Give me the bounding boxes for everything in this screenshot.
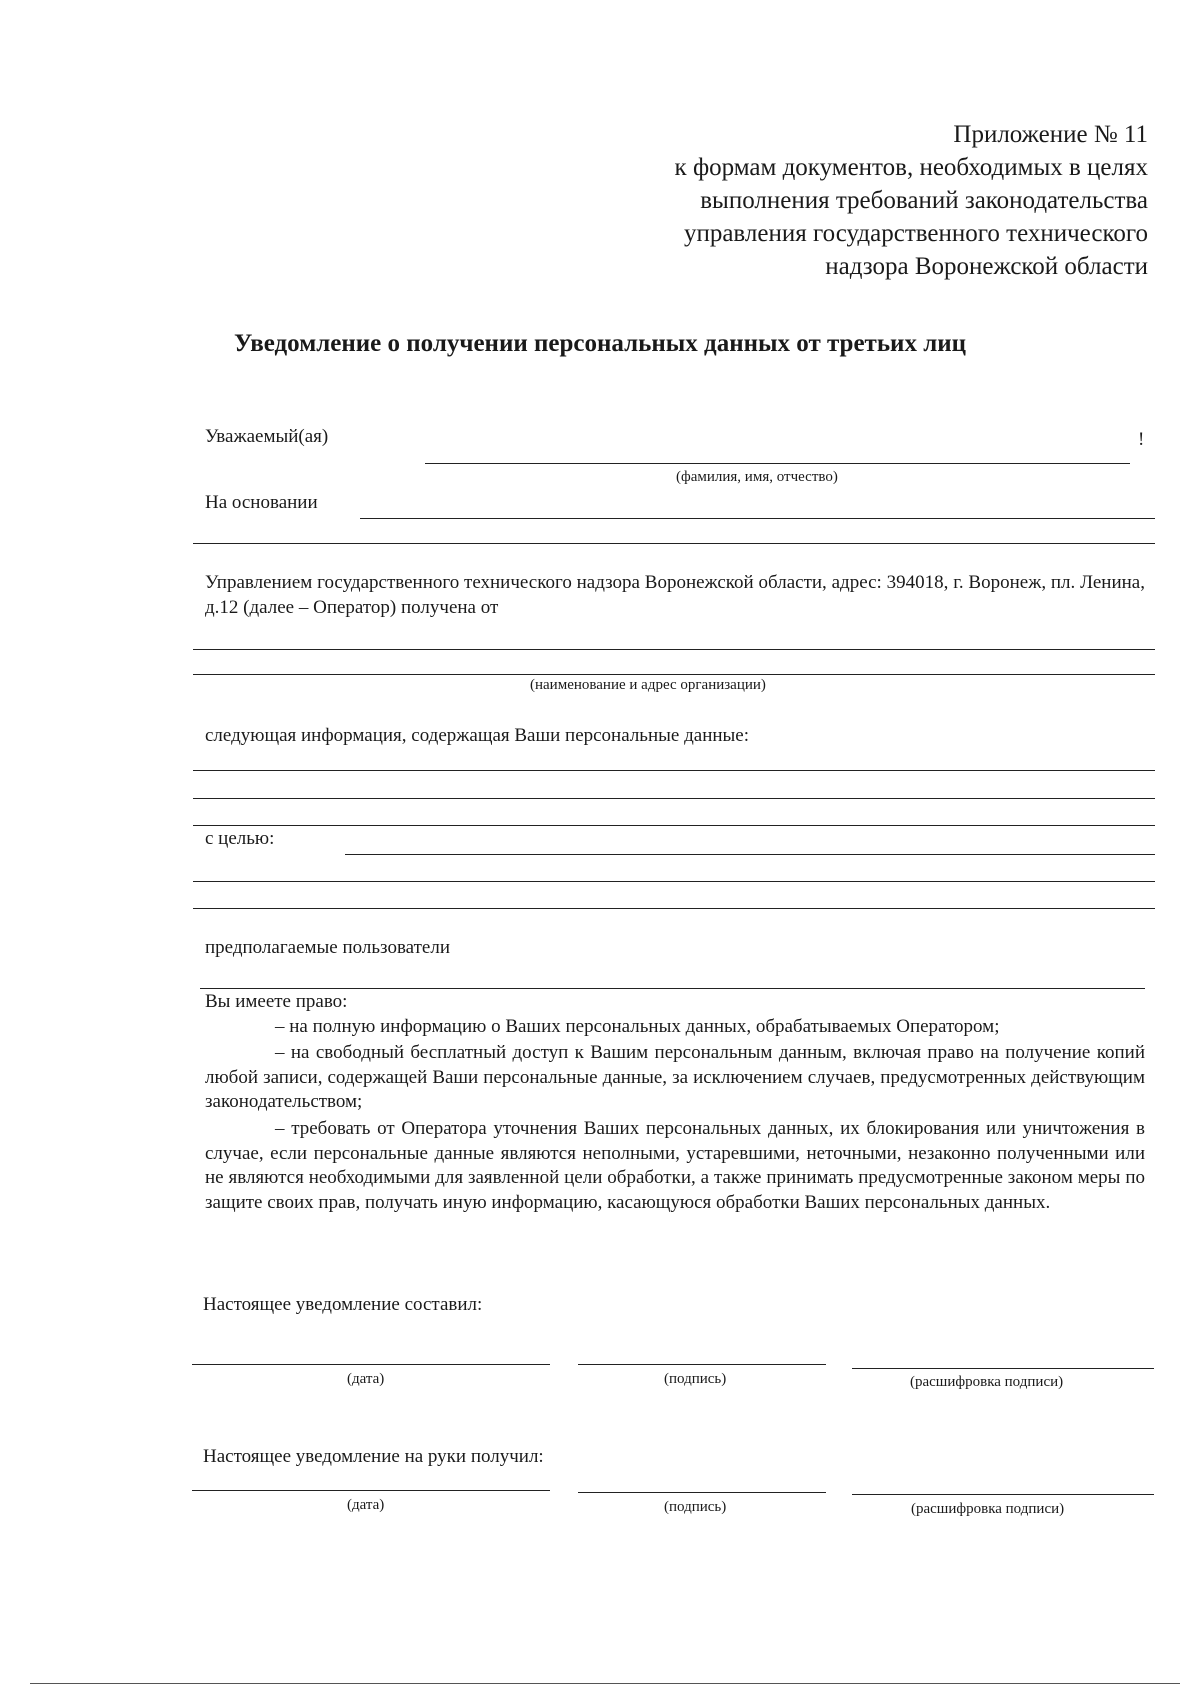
- purpose-label: с целью:: [205, 828, 275, 849]
- purpose-field-line-1[interactable]: [345, 854, 1155, 855]
- appendix-number: Приложение № 11: [953, 121, 1148, 148]
- composed-decoding-field[interactable]: [852, 1368, 1154, 1369]
- info-label: следующая информация, содержащая Ваши персональные данные:: [205, 725, 750, 746]
- rights-item-2: – на свободный бесплатный доступ к Вашим персональным данным, включая право на получение копий любой записи, содержащей Ваши персональные данные, за исключением случаев, предусмотренных действующим законодательством;: [205, 1042, 1145, 1112]
- composed-date-caption: (дата): [347, 1371, 385, 1387]
- received-signature-caption: (подпись): [664, 1499, 727, 1515]
- rights-heading: Вы имеете право:: [205, 991, 348, 1012]
- composed-signature-caption: (подпись): [664, 1371, 727, 1387]
- basis-field-line-1[interactable]: [360, 518, 1155, 519]
- operator-paragraph: Управлением государственного технического надзора Воронежской области, адрес: 394018, г. Воронеж, пл. Ленина, д.12 (далее – Оператор) получена от: [205, 572, 1145, 618]
- composed-decoding-caption: (расшифровка подписи): [910, 1374, 1064, 1390]
- users-field[interactable]: [200, 988, 1145, 989]
- composed-signature-field[interactable]: [578, 1364, 826, 1365]
- users-label: предполагаемые пользователи: [205, 937, 450, 958]
- received-date-caption: (дата): [347, 1497, 385, 1513]
- info-field-line-1[interactable]: [193, 770, 1155, 771]
- composed-date-field[interactable]: [192, 1364, 550, 1365]
- organization-field-line-1[interactable]: [193, 649, 1155, 650]
- rights-item-1: – на полную информацию о Ваших персональных данных, обрабатываемых Оператором;: [275, 1016, 1000, 1037]
- appendix-line-3: выполнения требований законодательства: [700, 187, 1148, 214]
- page-edge-line: [30, 1683, 1180, 1684]
- basis-label: На основании: [205, 492, 318, 513]
- basis-field-line-2[interactable]: [193, 543, 1155, 544]
- received-signature-field[interactable]: [578, 1492, 826, 1493]
- appendix-header: [675, 118, 1148, 283]
- info-field-line-3[interactable]: [193, 825, 1155, 826]
- received-decoding-caption: (расшифровка подписи): [911, 1501, 1065, 1517]
- appendix-line-4: управления государственного технического: [683, 220, 1148, 247]
- received-date-field[interactable]: [192, 1490, 550, 1491]
- organization-field-line-2[interactable]: [193, 674, 1155, 675]
- recipient-name-caption: (фамилия, имя, отчество): [676, 469, 838, 485]
- organization-caption: (наименование и адрес организации): [530, 677, 766, 693]
- received-decoding-field[interactable]: [852, 1494, 1154, 1495]
- info-field-line-2[interactable]: [193, 798, 1155, 799]
- composed-label: Настоящее уведомление составил:: [203, 1294, 483, 1315]
- appendix-line-5: надзора Воронежской области: [825, 253, 1148, 280]
- appendix-line-2: к формам документов, необходимых в целях: [674, 154, 1148, 181]
- salutation-label: Уважаемый(ая): [205, 426, 329, 447]
- purpose-field-line-3[interactable]: [193, 908, 1155, 909]
- document-title: Уведомление о получении персональных данных от третьих лиц: [233, 330, 967, 357]
- salutation-exclamation: !: [1138, 429, 1145, 450]
- recipient-name-field[interactable]: [425, 463, 1130, 464]
- purpose-field-line-2[interactable]: [193, 881, 1155, 882]
- received-label: Настоящее уведомление на руки получил:: [203, 1446, 544, 1467]
- rights-item-3: – требовать от Оператора уточнения Ваших персональных данных, их блокирования или уничтожения в случае, если персональные данные являются неполными, устаревшими, неточными, незаконно полученными или не являются необходимыми для заявленной цели обработки, а также принимать предусмотренные законом меры по защите своих прав, получать иную информацию, касающуюся обработки Ваших персональных данных.: [205, 1118, 1145, 1213]
